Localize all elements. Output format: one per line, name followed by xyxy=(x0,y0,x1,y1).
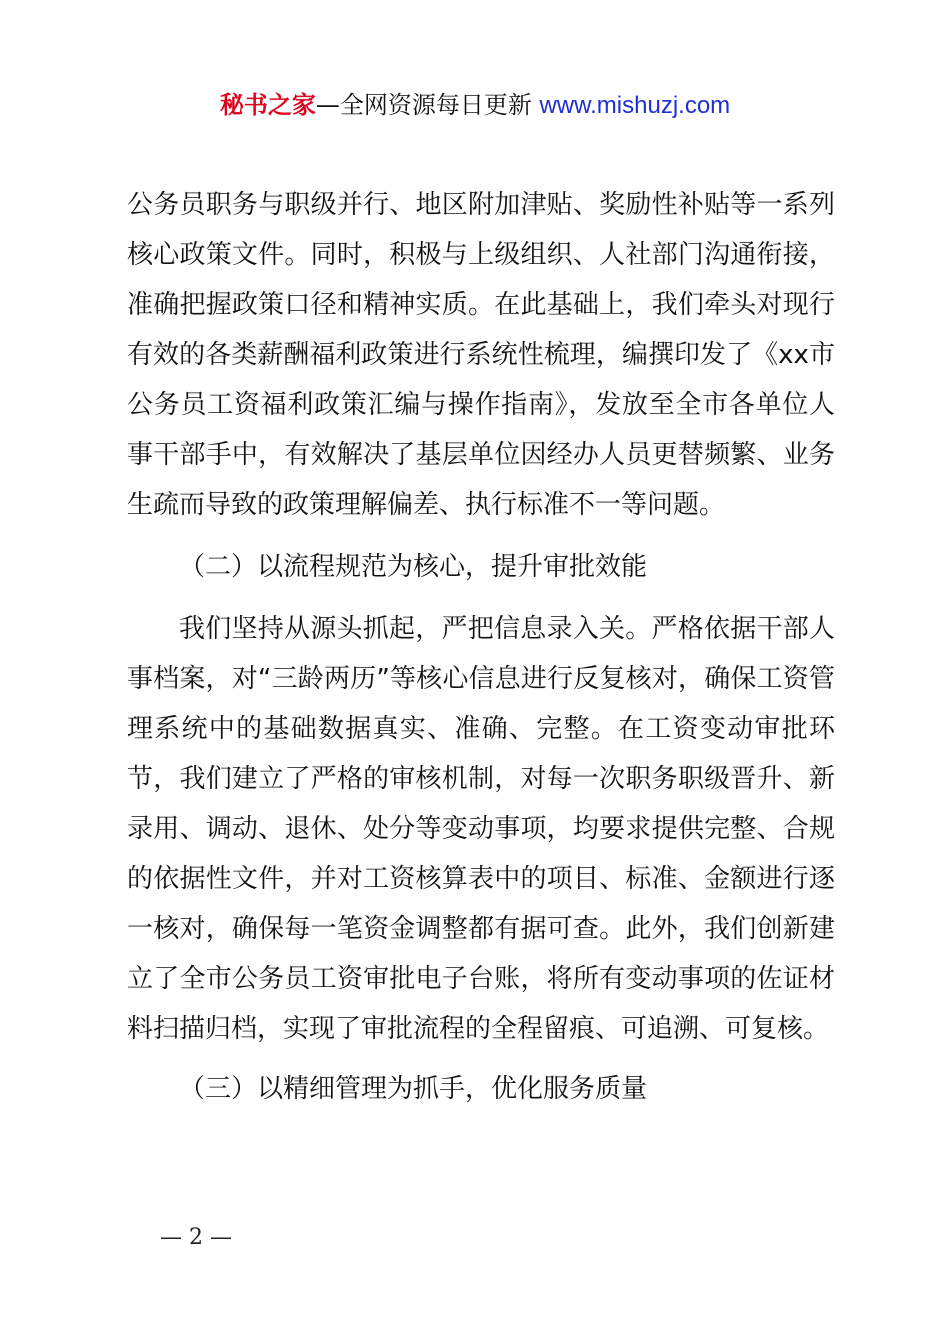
brand-name: 秘书之家 xyxy=(219,91,316,119)
page-number: — 2 — xyxy=(160,1225,232,1250)
section-heading-2: （二）以流程规范为核心，提升审批效能 xyxy=(179,552,648,582)
section-heading-3: （三）以精细管理为抓手，优化服务质量 xyxy=(179,1074,648,1104)
body-paragraph-2: 我们坚持从源头抓起，严把信息录入关。严格依据干部人事档案，对“三龄两历”等核心信息进行反复核对，确保工资管理系统中的基础数据真实、准确、完整。在工资变动审批环节，我们建立了严格的审核机制，对每一次职务职级晋升、新录用、调动、退休、处分等变动事项，均要求提供完整、合规的依据性文件，并对工资核算表中的项目、标准、金额进行逐一核对，确保每一笔资金调整都有据可查。此外，我们创新建立了全市公务员工资审批电子台账，将所有变动事项的佐证材料扫描归档，实现了审批流程的全程留痕、可追溯、可复核。 xyxy=(127,614,835,1044)
site-url-link[interactable]: www.mishuzj.com xyxy=(539,92,731,119)
header-tagline: —全网资源每日更新 xyxy=(315,91,532,119)
page-header xyxy=(0,88,950,123)
body-paragraph-1: 公务员职务与职级并行、地区附加津贴、奖励性补贴等一系列核心政策文件。同时，积极与上级组织、人社部门沟通衔接，准确把握政策口径和精神实质。在此基础上，我们牵头对现行有效的各类薪酬福利政策进行系统性梳理，编撰印发了《xx市公务员工资福利政策汇编与操作指南》，发放至全市各单位人事干部手中，有效解决了基层单位因经办人员更替频繁、业务生疏而导致的政策理解偏差、执行标准不一等问题。 xyxy=(127,190,835,520)
